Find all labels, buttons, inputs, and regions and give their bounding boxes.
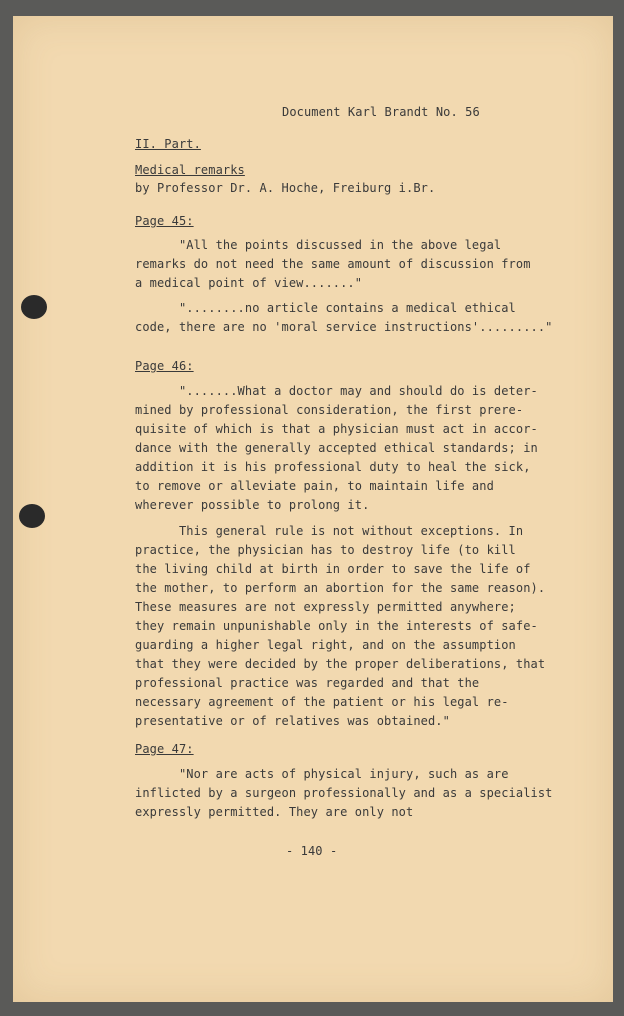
p46-line: the mother, to perform an abortion for the same reason). xyxy=(135,581,546,595)
p46-line: necessary agreement of the patient or his legal re- xyxy=(135,695,509,709)
p45-line: remarks do not need the same amount of discussion from xyxy=(135,257,531,271)
p46-line: addition it is his professional duty to heal the sick, xyxy=(135,460,531,474)
page-45-heading: Page 45: xyxy=(135,214,194,228)
p46-line: ".......What a doctor may and should do is deter- xyxy=(135,384,538,398)
p46-line: they remain unpunishable only in the interests of safe- xyxy=(135,619,538,633)
p46-line: These measures are not expressly permitted anywhere; xyxy=(135,600,516,614)
p46-line: mined by professional consideration, the first prere- xyxy=(135,403,524,417)
byline: by Professor Dr. A. Hoche, Freiburg i.Br. xyxy=(135,181,436,195)
p45-line: a medical point of view......." xyxy=(135,276,363,290)
p46-line: professional practice was regarded and that the xyxy=(135,676,480,690)
p46-line: dance with the generally accepted ethical standards; in xyxy=(135,441,538,455)
p46-line: guarding a higher legal right, and on the assumption xyxy=(135,638,516,652)
p46-line: wherever possible to prolong it. xyxy=(135,498,370,512)
page-47-heading: Page 47: xyxy=(135,742,194,756)
p45-line: code, there are no 'moral service instructions'........." xyxy=(135,320,553,334)
p46-line: presentative or of relatives was obtained." xyxy=(135,714,450,728)
p46-line: practice, the physician has to destroy life (to kill xyxy=(135,543,516,557)
p47-line: inflicted by a surgeon professionally and as a specialist xyxy=(135,786,553,800)
p46-line: to remove or alleviate pain, to maintain life and xyxy=(135,479,494,493)
part-heading: II. Part. xyxy=(135,137,201,151)
page-number: - 140 - xyxy=(286,844,338,858)
p47-line: "Nor are acts of physical injury, such as are xyxy=(135,767,509,781)
p46-line: the living child at birth in order to save the life of xyxy=(135,562,531,576)
p46-line: that they were decided by the proper deliberations, that xyxy=(135,657,546,671)
p47-line: expressly permitted. They are only not xyxy=(135,805,414,819)
page-46-heading: Page 46: xyxy=(135,359,194,373)
p46-line: quisite of which is that a physician must act in accor- xyxy=(135,422,538,436)
p45-line: "All the points discussed in the above legal xyxy=(135,238,502,252)
document-header: Document Karl Brandt No. 56 xyxy=(282,105,480,119)
punch-hole xyxy=(21,295,47,319)
p46-line: This general rule is not without exceptions. In xyxy=(135,524,524,538)
p45-line: "........no article contains a medical ethical xyxy=(135,301,516,315)
punch-hole xyxy=(19,504,45,528)
section-title: Medical remarks xyxy=(135,163,245,177)
